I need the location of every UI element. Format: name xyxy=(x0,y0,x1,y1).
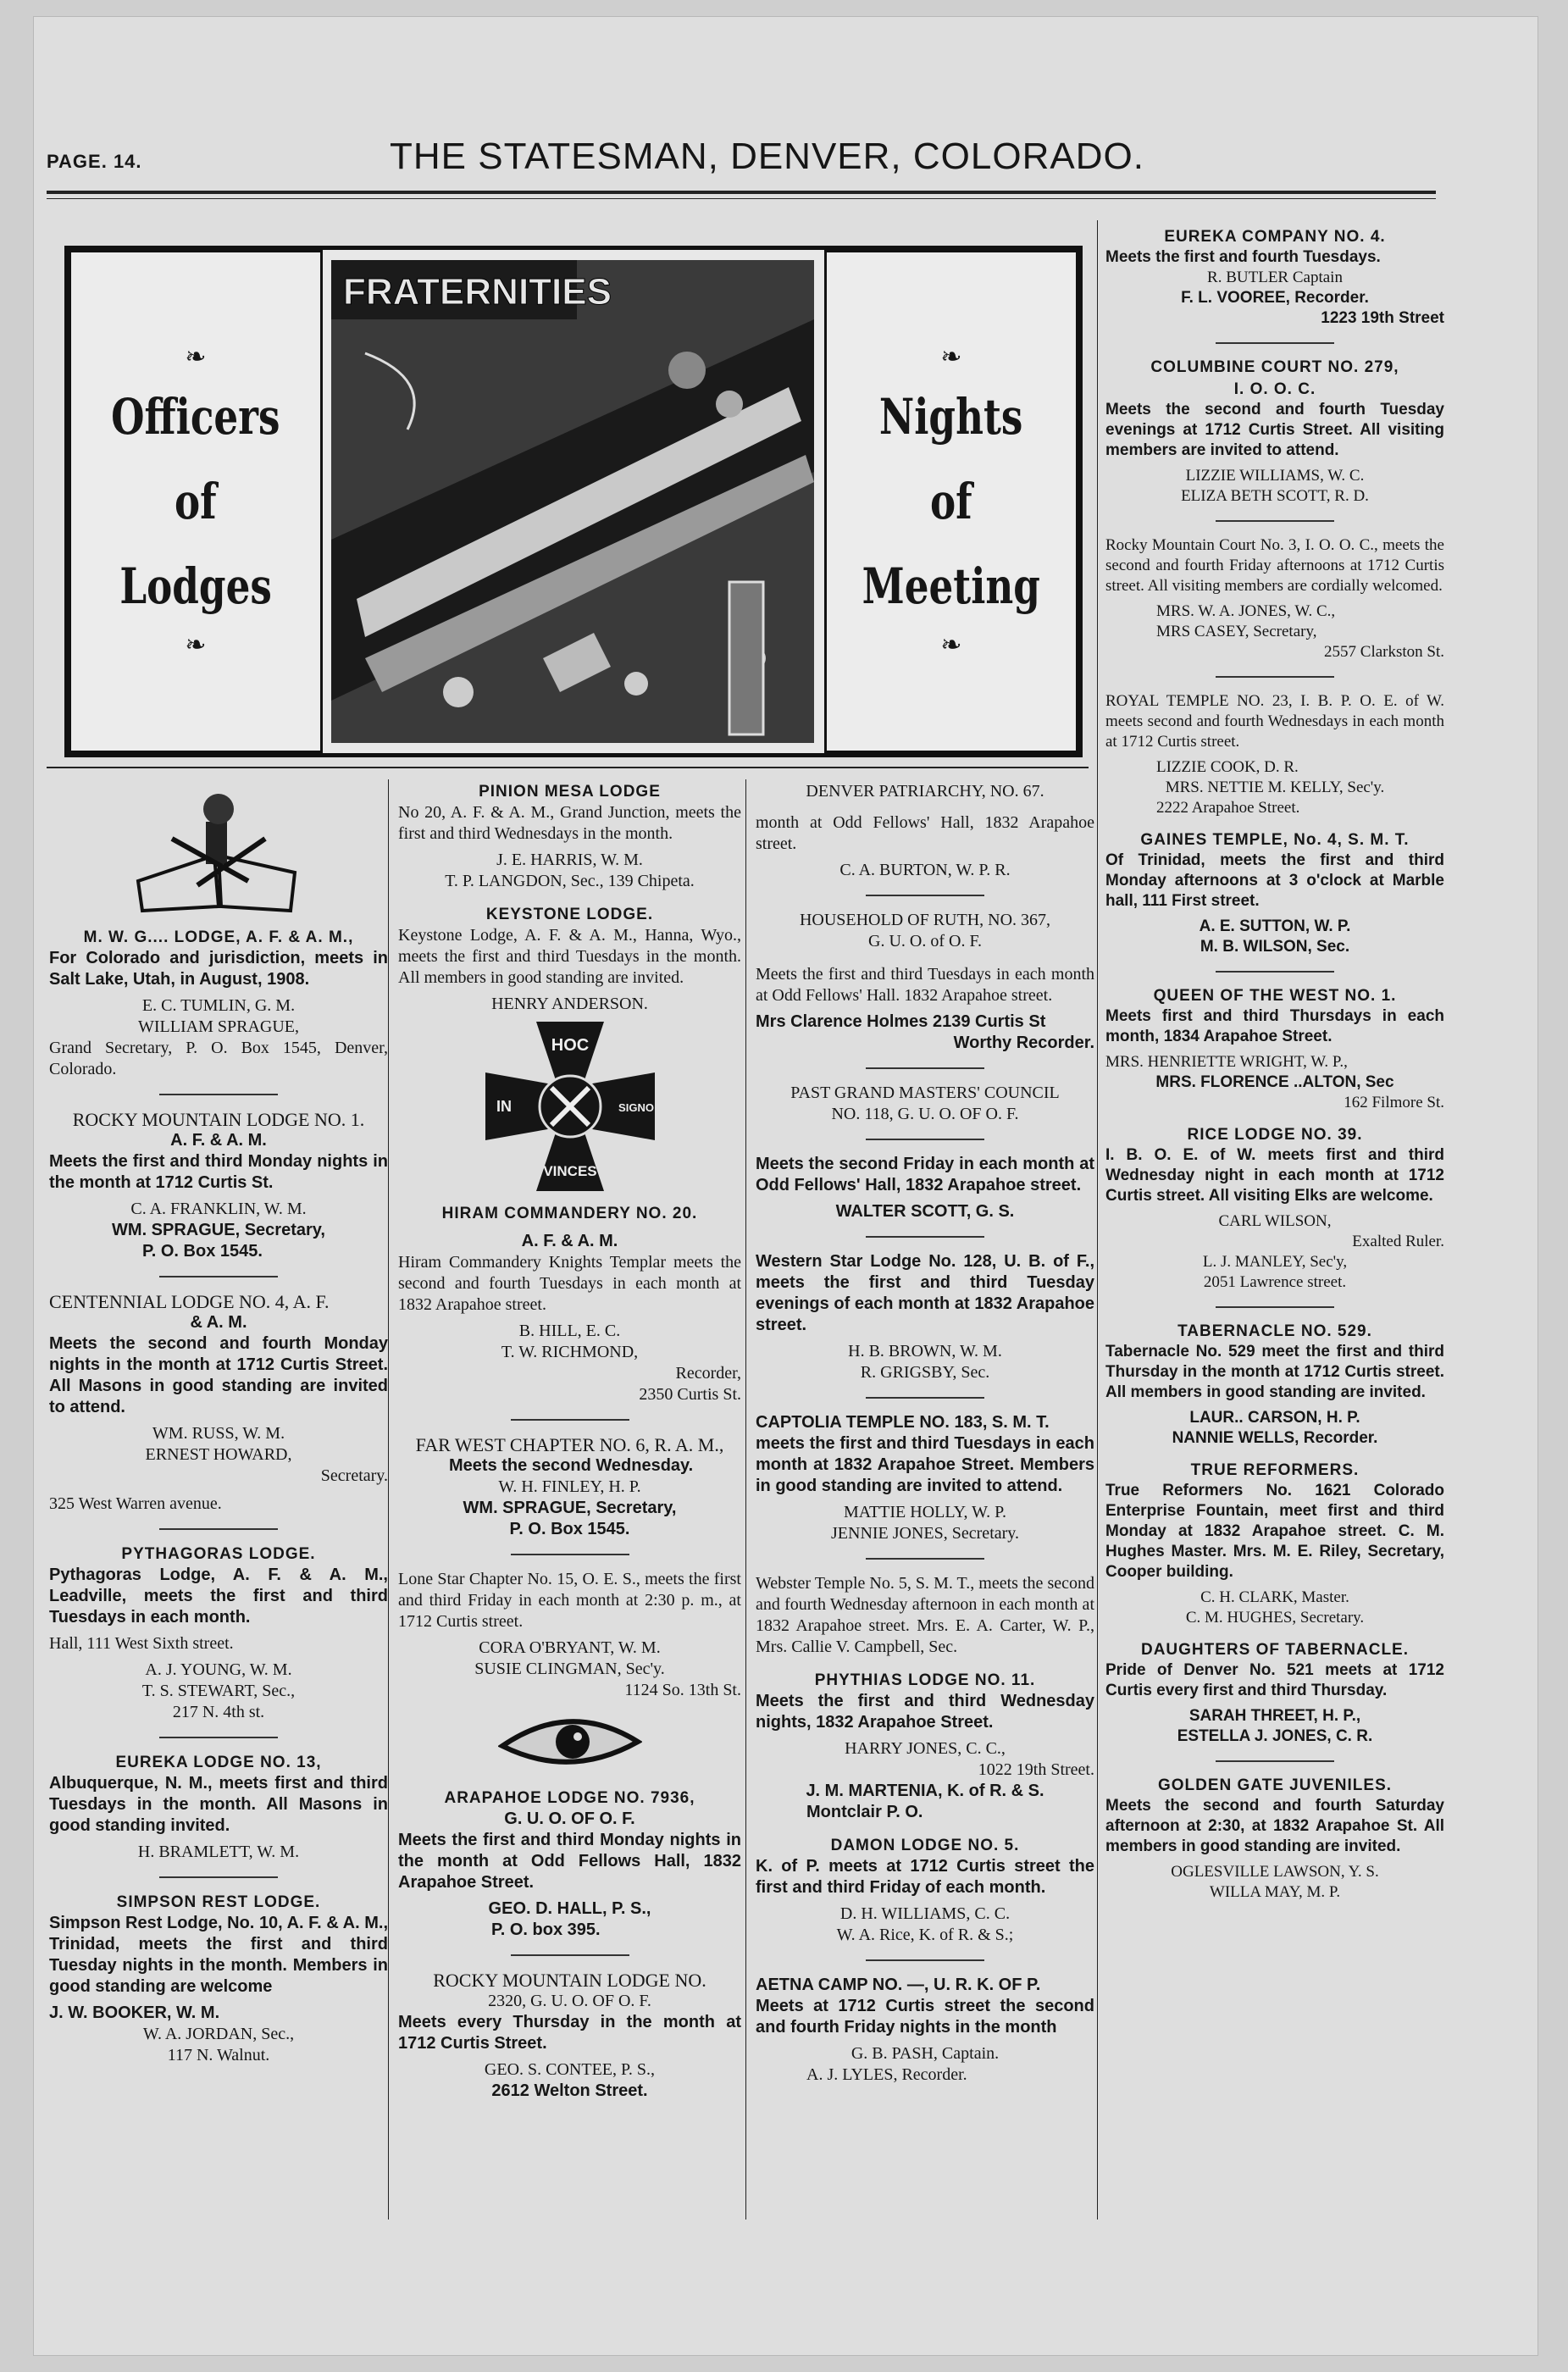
lodge-heading: CAPTOLIA TEMPLE NO. 183, S. M. T. xyxy=(756,1413,1050,1432)
separator-rule xyxy=(1216,676,1334,678)
lodge-text: For Colorado and jurisdiction, meets in Salt Lake, Utah, in August, 1908. xyxy=(49,949,388,989)
lodge-text: Albuquerque, N. M., meets first and third Tuesdays in the month. All Masons in good standing invited. xyxy=(49,1774,388,1835)
officer-name: CARL WILSON, xyxy=(1218,1212,1332,1230)
cross-motto-left: IN xyxy=(496,1098,512,1115)
banner-left-panel xyxy=(69,250,323,753)
lodge-text: Meets the second and fourth Saturday afternoon at 2:30, at 1832 Arapahoe St. All members in good standing are invited. xyxy=(1105,1797,1444,1855)
officer-name: D. H. WILLIAMS, C. C. xyxy=(839,1904,1011,1923)
lodge-text: Meets the first and fourth Tuesdays. xyxy=(1105,248,1381,266)
separator-rule xyxy=(1216,520,1334,522)
header-rule xyxy=(47,191,1436,194)
banner-rule xyxy=(47,767,1089,768)
open-bible-emblem-icon xyxy=(121,788,316,915)
officer-title: Recorder, xyxy=(675,1364,741,1383)
lodge-text: Meets first and third Thursdays in each month, 1834 Arapahoe Street. xyxy=(1105,1007,1444,1045)
officer-name: B. HILL, E. C. xyxy=(518,1322,621,1340)
cross-motto-bottom: VINCES xyxy=(542,1163,597,1179)
officer-address: 1124 So. 13th St. xyxy=(624,1681,741,1699)
lodge-text: I. B. O. E. of W. meets first and third Wednesday night in each month at 1712 Curtis street. All visiting Elks are welcome. xyxy=(1105,1146,1444,1205)
lodge-subheading: 2320, G. U. O. OF O. F. xyxy=(488,1992,651,2010)
fleuron-icon: ❧ xyxy=(940,631,962,659)
lodge-heading: EUREKA LODGE NO. 13, xyxy=(115,1754,322,1771)
lodge-text: Meets the second Friday in each month at Odd Fellows' Hall, 1832 Arapahoe street. xyxy=(756,1155,1094,1194)
separator-rule xyxy=(511,1954,629,1956)
lodge-subheading: G. U. O. OF O. F. xyxy=(504,1809,635,1828)
lodge-text: No 20, A. F. & A. M., Grand Junction, meets the first and third Wednesdays in the month. xyxy=(398,803,741,843)
officer-name: MATTIE HOLLY, W. P. xyxy=(843,1503,1007,1521)
cross-motto-right: SIGNO xyxy=(618,1101,654,1114)
lodge-text: Meets the first and third Tuesdays in each month at Odd Fellows' Hall. 1832 Arapahoe street. xyxy=(756,965,1094,1005)
separator-rule xyxy=(511,1419,629,1421)
all-seeing-eye-icon xyxy=(498,1708,642,1776)
officer-name: WILLIAM SPRAGUE, xyxy=(138,1017,299,1036)
officer-name: SUSIE CLINGMAN, Sec'y. xyxy=(474,1660,665,1678)
officer-address: Montclair P. O. xyxy=(806,1803,923,1821)
officer-name: E. C. TUMLIN, G. M. xyxy=(141,996,296,1015)
officer-address: P. O. box 395. xyxy=(491,1920,601,1939)
separator-rule xyxy=(159,1094,278,1095)
officer-name: A. J. LYLES, Recorder. xyxy=(806,2065,967,2084)
officer-name: ELIZA BETH SCOTT, R. D. xyxy=(1181,487,1369,505)
officer-name: F. L. VOOREE, Recorder. xyxy=(1181,289,1369,307)
officer-name: LIZZIE COOK, D. R. xyxy=(1156,758,1299,776)
officer-name: J. W. BOOKER, W. M. xyxy=(49,2003,220,2022)
officer-name: MRS. NETTIE M. KELLY, Sec'y. xyxy=(1165,779,1385,796)
lodge-text: Rocky Mountain Court No. 3, I. O. O. C., meets the second and fourth Friday afternoons at 1712 Curtis street. All visiting members are cordially welcomed. xyxy=(1105,536,1444,595)
officer-name: SARAH THREET, H. P., xyxy=(1188,1707,1361,1725)
lodge-text: Simpson Rest Lodge, No. 10, A. F. & A. M., Trinidad, meets the first and third Tuesday nights in the month. Members in good standing are welcome xyxy=(49,1914,388,1996)
officer-name: LIZZIE WILLIAMS, W. C. xyxy=(1185,467,1365,485)
officer-name: R. GRIGSBY, Sec. xyxy=(860,1363,990,1382)
lodge-heading: COLUMBINE COURT NO. 279, xyxy=(1150,358,1399,376)
lodge-heading: KEYSTONE LODGE. xyxy=(485,906,654,923)
banner-right-panel xyxy=(824,250,1078,753)
cross-motto-top: HOC xyxy=(551,1036,589,1055)
lodge-address: Hall, 111 West Sixth street. xyxy=(49,1634,234,1653)
lodge-text: Tabernacle No. 529 meet the first and third Thursday in the month at 1712 Curtis street. All members in good standing are invited. xyxy=(1105,1343,1444,1401)
lodge-heading: ROCKY MOUNTAIN LODGE NO. xyxy=(433,1970,706,1991)
column-3 xyxy=(756,781,1094,2086)
column-divider xyxy=(388,779,389,2220)
officer-address: P. O. Box 1545. xyxy=(142,1242,263,1261)
officer-name: C. M. HUGHES, Secretary. xyxy=(1185,1609,1365,1627)
lodge-heading: CENTENNIAL LODGE NO. 4, A. F. xyxy=(49,1291,330,1312)
lodge-text: Meets the second and fourth Monday nights in the month at 1712 Curtis Street. All Masons in good standing are invited to attend. xyxy=(49,1334,388,1416)
separator-rule xyxy=(159,1737,278,1738)
officer-address: 162 Filmore St. xyxy=(1344,1094,1444,1111)
officer-name: C. A. BURTON, W. P. R. xyxy=(839,861,1011,879)
separator-rule xyxy=(159,1276,278,1277)
lodge-heading: SIMPSON REST LODGE. xyxy=(116,1893,321,1911)
lodge-heading: AETNA CAMP NO. —, U. R. K. OF P. xyxy=(756,1976,1041,1994)
officer-address: 2051 Lawrence street. xyxy=(1203,1273,1347,1291)
officer-name: HENRY ANDERSON. xyxy=(491,995,648,1013)
column-2 xyxy=(398,781,741,2102)
column-1 xyxy=(49,781,388,2066)
officer-name: ESTELLA J. JONES, C. R. xyxy=(1177,1727,1373,1745)
lodge-heading: ARAPAHOE LODGE NO. 7936, xyxy=(444,1789,695,1807)
officer-name: Mrs Clarence Holmes 2139 Curtis St xyxy=(756,1012,1046,1031)
lodge-heading: RICE LODGE NO. 39. xyxy=(1187,1126,1363,1144)
officer-address: 2557 Clarkston St. xyxy=(1324,643,1444,661)
lodge-text: Keystone Lodge, A. F. & A. M., Hanna, Wyo., meets the first and third Tuesdays in the month. All members in good standing are invited. xyxy=(398,926,741,987)
lodge-text: Meets at 1712 Curtis street the second and fourth Friday nights in the month xyxy=(756,1997,1094,2037)
column-divider xyxy=(1097,220,1098,2220)
column-divider xyxy=(745,779,746,2220)
banner-word: Lodges xyxy=(119,557,272,615)
lodge-heading: PAST GRAND MASTERS' COUNCIL xyxy=(790,1083,1060,1102)
lodge-text: K. of P. meets at 1712 Curtis street the first and third Friday of each month. xyxy=(756,1857,1094,1897)
lodge-subheading: G. U. O. of O. F. xyxy=(868,932,982,950)
officer-address: 1022 19th Street. xyxy=(978,1760,1094,1779)
separator-rule xyxy=(159,1876,278,1878)
separator-rule xyxy=(159,1528,278,1530)
officer-title: Worthy Recorder. xyxy=(953,1034,1094,1052)
officer-name: A. J. YOUNG, W. M. xyxy=(145,1660,292,1679)
officer-name: T. W. RICHMOND, xyxy=(501,1343,639,1361)
separator-rule xyxy=(866,1236,984,1238)
lodge-heading: EUREKA COMPANY NO. 4. xyxy=(1164,228,1386,246)
officer-name: T. P. LANGDON, Sec., 139 Chipeta. xyxy=(445,872,695,890)
lodge-subheading: NO. 118, G. U. O. OF O. F. xyxy=(831,1105,1019,1123)
separator-rule xyxy=(866,895,984,896)
lodge-heading: PINION MESA LODGE xyxy=(479,783,661,801)
officer-name: WM. SPRAGUE, Secretary, xyxy=(463,1499,677,1517)
lodge-heading: FAR WEST CHAPTER NO. 6, R. A. M., xyxy=(415,1434,724,1455)
fleuron-icon: ❧ xyxy=(185,343,207,371)
officer-address: 1223 19th Street xyxy=(1321,309,1444,327)
officer-address: P. O. Box 1545. xyxy=(509,1520,630,1538)
separator-rule xyxy=(866,1067,984,1069)
officer-name: C. H. CLARK, Master. xyxy=(1200,1588,1349,1606)
officer-name: WILLA MAY, M. P. xyxy=(1209,1883,1341,1901)
lodge-text: Meets the second and fourth Tuesday evenings at 1712 Curtis Street. All visiting members are invited to attend. xyxy=(1105,401,1444,459)
officer-name: HARRY JONES, C. C., xyxy=(845,1739,1006,1758)
separator-rule xyxy=(866,1139,984,1140)
lodge-heading: GAINES TEMPLE, No. 4, S. M. T. xyxy=(1140,831,1410,849)
lodge-heading: DENVER PATRIARCHY, NO. 67. xyxy=(806,782,1044,801)
officer-name: MRS. W. A. JONES, W. C., xyxy=(1156,602,1336,620)
officer-name: GEO. S. CONTEE, P. S., xyxy=(484,2060,656,2079)
officer-name: A. E. SUTTON, W. P. xyxy=(1199,917,1351,935)
lodge-heading: HOUSEHOLD OF RUTH, NO. 367, xyxy=(799,911,1051,929)
officer-address: 117 N. Walnut. xyxy=(167,2046,270,2064)
lodge-heading: DAUGHTERS OF TABERNACLE. xyxy=(1140,1641,1410,1659)
banner-word: Nights xyxy=(879,388,1023,446)
officer-name: WALTER SCOTT, G. S. xyxy=(835,1202,1015,1221)
officer-address: 217 N. 4th st. xyxy=(172,1703,265,1721)
lodge-heading: GOLDEN GATE JUVENILES. xyxy=(1157,1776,1393,1794)
lodge-heading: TRUE REFORMERS. xyxy=(1190,1461,1360,1479)
officer-name: MRS. FLORENCE ..ALTON, Sec xyxy=(1155,1073,1394,1091)
officer-name: JENNIE JONES, Secretary. xyxy=(831,1524,1019,1543)
lodge-address: 325 West Warren avenue. xyxy=(49,1494,222,1513)
lodge-text: ROYAL TEMPLE NO. 23, I. B. P. O. E. of W. meets second and fourth Wednesdays in each month at 1712 Curtis street. xyxy=(1105,692,1444,751)
separator-rule xyxy=(1216,1760,1334,1762)
lodge-heading: TABERNACLE NO. 529. xyxy=(1177,1322,1372,1340)
officer-name: W. A. Rice, K. of R. & S.; xyxy=(836,1926,1014,1944)
lodge-heading: PHYTHIAS LODGE NO. 11. xyxy=(814,1671,1036,1689)
officer-name: H. BRAMLETT, W. M. xyxy=(137,1843,300,1861)
lodge-text: Meets the second Wednesday. xyxy=(449,1456,694,1475)
lodge-text: Meets the first and third Wednesday nights, 1832 Arapahoe Street. xyxy=(756,1692,1094,1732)
column-4 xyxy=(1105,227,1444,1903)
newspaper-masthead: THE STATESMAN, DENVER, COLORADO. xyxy=(390,136,1144,177)
banner-word: of xyxy=(175,473,217,530)
lodge-text: Of Trinidad, meets the first and third Monday afternoons at 3 o'clock at Marble hall, 111 First street. xyxy=(1105,851,1444,910)
fleuron-icon: ❧ xyxy=(185,631,207,659)
separator-rule xyxy=(1216,1306,1334,1308)
officer-name: ERNEST HOWARD, xyxy=(145,1445,292,1464)
lodge-heading: ROCKY MOUNTAIN LODGE NO. 1. xyxy=(72,1109,365,1130)
lodge-text: Grand Secretary, P. O. Box 1545, Denver, Colorado. xyxy=(49,1039,388,1078)
lodge-text: Western Star Lodge No. 128, U. B. of F., meets the first and third Tuesday evenings of each month at 1832 Arapahoe street. xyxy=(756,1252,1094,1334)
templar-cross-emblem-icon xyxy=(485,1022,655,1191)
lodge-text: Lone Star Chapter No. 15, O. E. S., meets the first and third Friday in each month at 2:30 p. m., at 1712 Curtis street. xyxy=(398,1570,741,1631)
officer-name: W. H. FINLEY, H. P. xyxy=(498,1477,641,1496)
lodge-subheading: A. F. & A. M. xyxy=(170,1131,267,1150)
lodge-text: Pythagoras Lodge, A. F. & A. M., Leadville, meets the first and third Tuesdays in each month. xyxy=(49,1566,388,1627)
officer-name: WM. RUSS, W. M. xyxy=(152,1424,285,1443)
lodge-heading: PYTHAGORAS LODGE. xyxy=(121,1545,316,1563)
officer-name: H. B. BROWN, W. M. xyxy=(848,1342,1002,1361)
lodge-heading: DAMON LODGE NO. 5. xyxy=(830,1837,1020,1854)
officer-name: OGLESVILLE LAWSON, Y. S. xyxy=(1171,1863,1379,1881)
officer-name: L. J. MANLEY, Sec'y, xyxy=(1202,1253,1348,1271)
officer-name: T. S. STEWART, Sec., xyxy=(141,1682,296,1700)
banner-word: of xyxy=(930,473,972,530)
officer-address: 2222 Arapahoe Street. xyxy=(1156,799,1300,817)
officer-name: MRS. HENRIETTE WRIGHT, W. P., xyxy=(1105,1053,1348,1071)
separator-rule xyxy=(1216,342,1334,344)
fraternities-banner xyxy=(64,246,1083,757)
lodge-text: Meets the first and third Monday nights in the month at 1712 Curtis St. xyxy=(49,1152,388,1192)
lodge-text: Webster Temple No. 5, S. M. T., meets the second and fourth Wednesday afternoon in each month at 1832 Arapahoe street. Mrs. E. A. Carter, W. P., Mrs. Callie V. Campbell, Sec. xyxy=(756,1574,1094,1656)
banner-illustration xyxy=(331,260,814,743)
separator-rule xyxy=(1216,971,1334,973)
officer-name: MRS CASEY, Secretary, xyxy=(1156,623,1317,640)
officer-name: CORA O'BRYANT, W. M. xyxy=(479,1638,661,1657)
lodge-subheading: & A. M. xyxy=(190,1313,247,1332)
officer-name: WM. SPRAGUE, Secretary, xyxy=(112,1221,325,1239)
fleuron-icon: ❧ xyxy=(940,343,962,371)
lodge-heading: QUEEN OF THE WEST NO. 1. xyxy=(1153,987,1397,1005)
lodge-text: Meets the first and third Monday nights in the month at Odd Fellows Hall, 1832 Arapahoe Street. xyxy=(398,1831,741,1892)
lodge-text: Hiram Commandery Knights Templar meets the second and fourth Tuesdays in each month at 1832 Arapahoe street. xyxy=(398,1253,741,1314)
officer-name: J. E. HARRIS, W. M. xyxy=(496,851,643,869)
officer-name: M. B. WILSON, Sec. xyxy=(1200,938,1350,956)
lodge-text: Pride of Denver No. 521 meets at 1712 Curtis every first and third Thursday. xyxy=(1105,1661,1444,1699)
banner-word: Meeting xyxy=(862,557,1041,615)
lodge-text: True Reformers No. 1621 Colorado Enterprise Fountain, meet first and third Monday at 1832 Arapahoe street. C. M. Hughes Master. Mrs. M. E. Riley, Secretary, Cooper building. xyxy=(1105,1482,1444,1581)
page-number: PAGE. 14. xyxy=(47,151,142,172)
officer-name: LAUR.. CARSON, H. P. xyxy=(1189,1409,1360,1427)
officer-name: GEO. D. HALL, P. S., xyxy=(488,1899,651,1918)
separator-rule xyxy=(866,1959,984,1961)
officer-title: Secretary. xyxy=(320,1466,388,1485)
officer-name: NANNIE WELLS, Recorder. xyxy=(1172,1429,1378,1447)
officer-address: 2612 Welton Street. xyxy=(491,2081,648,2100)
fraternities-illustration xyxy=(331,260,814,743)
banner-center-title: FRATERNITIES xyxy=(343,271,612,313)
lodge-heading: M. W. G.... LODGE, A. F. & A. M., xyxy=(83,928,354,946)
officer-address: 2350 Curtis St. xyxy=(639,1385,741,1404)
officer-name: C. A. FRANKLIN, W. M. xyxy=(130,1200,307,1218)
header-rule-thin xyxy=(47,198,1436,199)
lodge-subheading: I. O. O. C. xyxy=(1233,380,1316,398)
officer-name: G. B. PASH, Captain. xyxy=(850,2044,1000,2063)
officer-title: Exalted Ruler. xyxy=(1352,1233,1444,1250)
lodge-heading: HIRAM COMMANDERY NO. 20. xyxy=(441,1205,698,1222)
lodge-text: Meets every Thursday in the month at 1712 Curtis Street. xyxy=(398,2013,741,2053)
banner-word: Officers xyxy=(111,388,280,446)
officer-name: R. BUTLER Captain xyxy=(1207,269,1343,286)
officer-name: J. M. MARTENIA, K. of R. & S. xyxy=(806,1782,1044,1800)
separator-rule xyxy=(866,1397,984,1399)
separator-rule xyxy=(511,1554,629,1555)
lodge-text: month at Odd Fellows' Hall, 1832 Arapahoe street. xyxy=(756,813,1094,853)
lodge-subheading: A. F. & A. M. xyxy=(521,1232,618,1250)
lodge-text: meets the first and third Tuesdays in each month at 1832 Arapahoe Street. Members in good standing are invited to attend. xyxy=(756,1434,1094,1495)
officer-name: W. A. JORDAN, Sec., xyxy=(142,2025,295,2043)
separator-rule xyxy=(866,1558,984,1560)
